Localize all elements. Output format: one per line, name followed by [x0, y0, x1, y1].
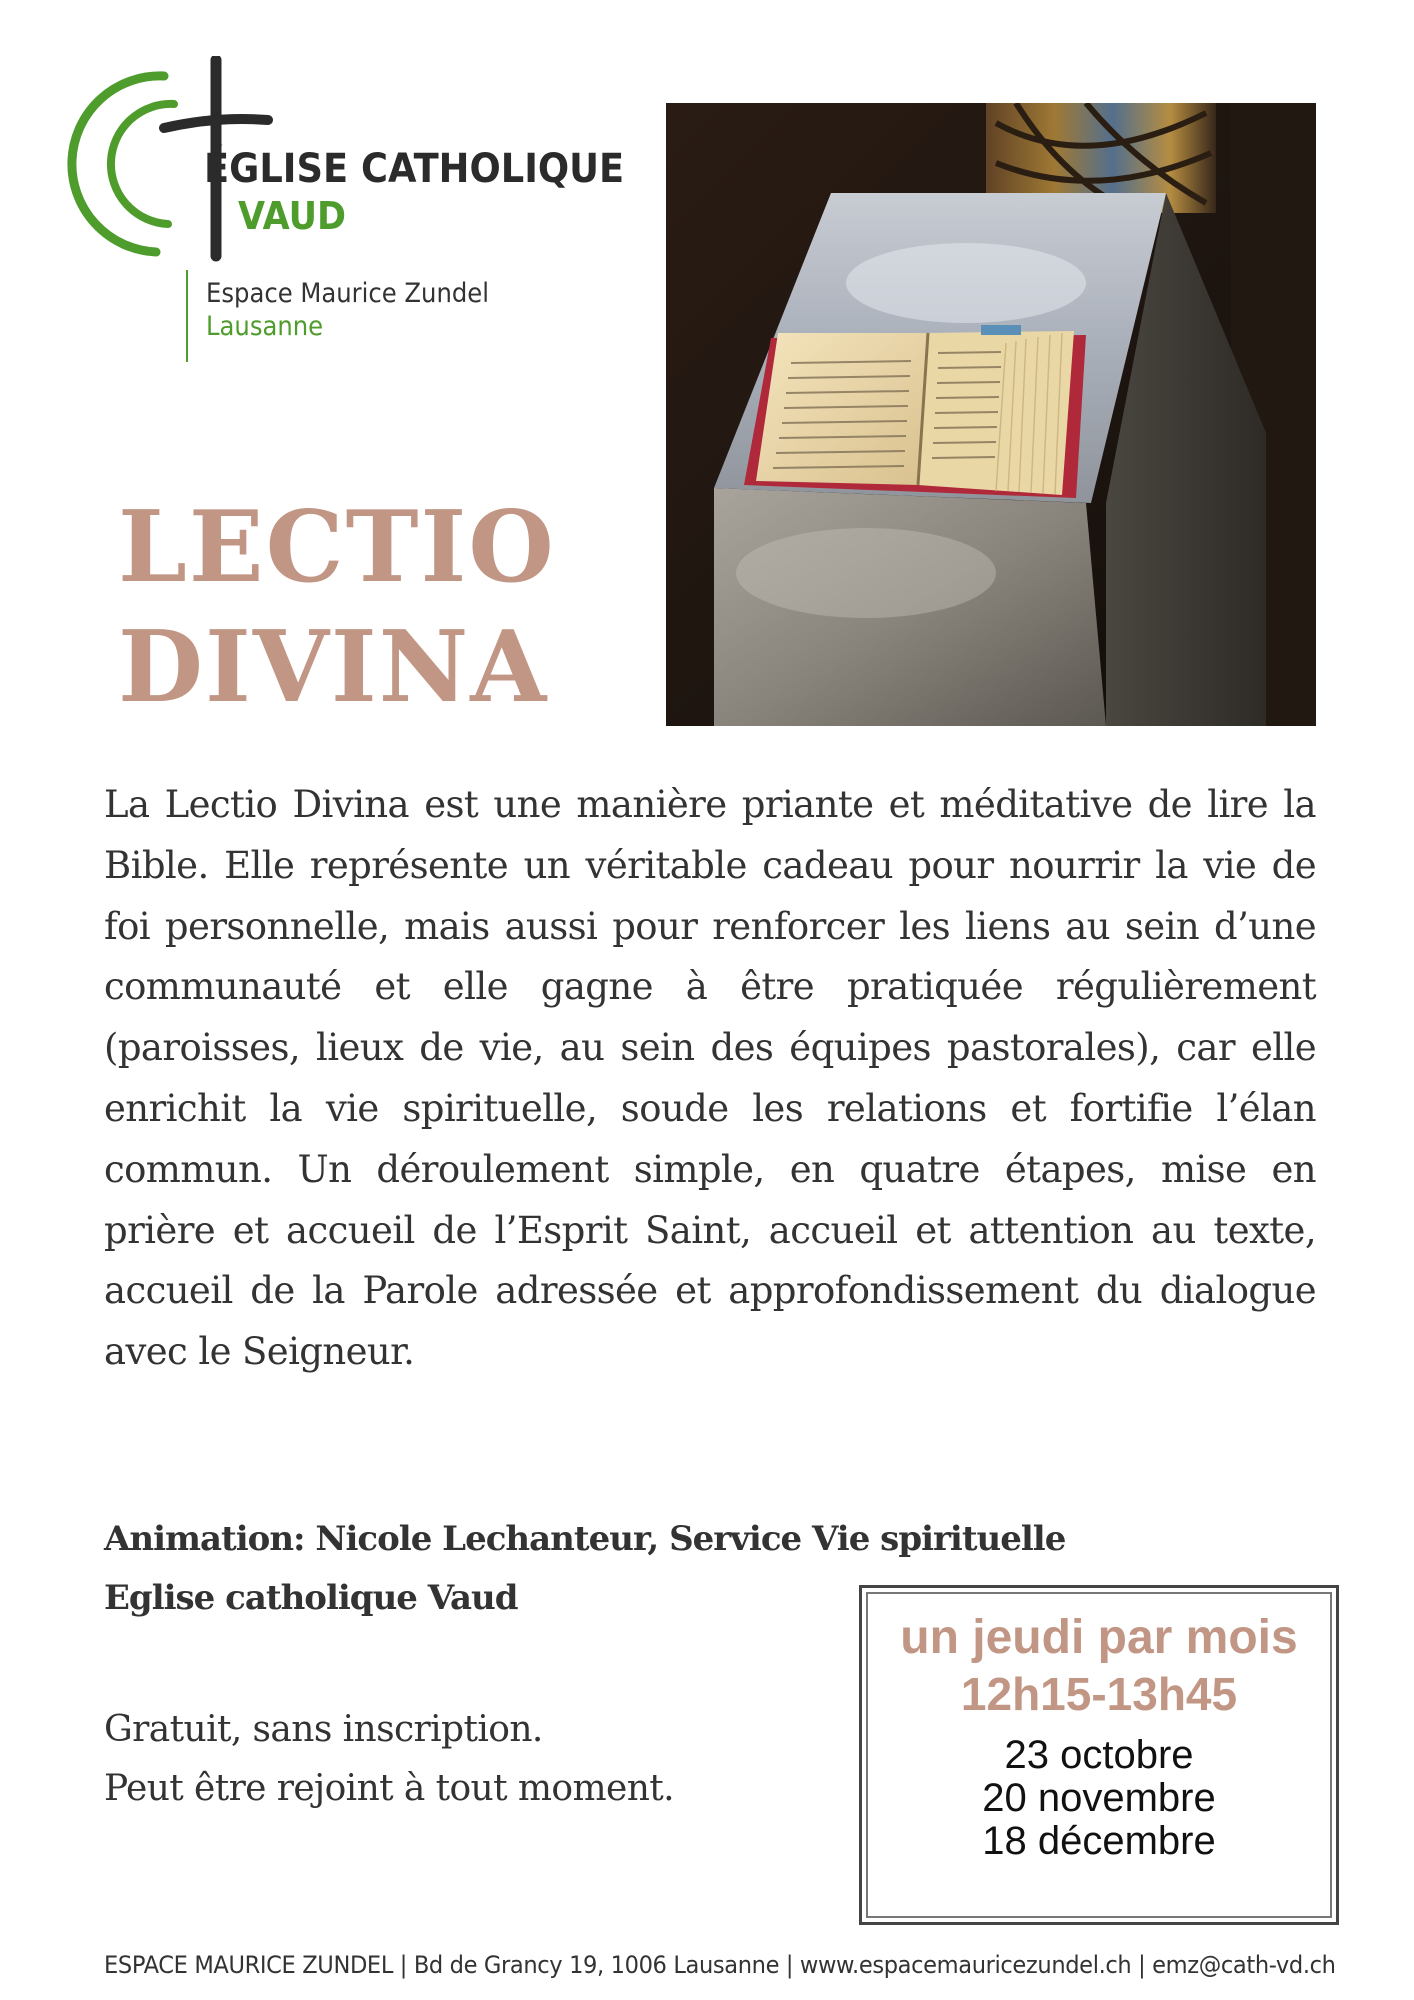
- schedule-date: 23 octobre: [1004, 1733, 1194, 1777]
- brand-name: ÉGLISE CATHOLIQUE: [204, 146, 625, 192]
- info-line-2: Peut être rejoint à tout moment.: [104, 1768, 674, 1809]
- schedule-time: 12h15-13h45: [960, 1668, 1238, 1720]
- brand-logo: [56, 56, 625, 266]
- brand-region: VAUD: [238, 194, 347, 238]
- open-bible-on-lectern-photo: [666, 103, 1316, 726]
- schedule-dates: [862, 1734, 1336, 1863]
- title-line-1: LECTIO: [118, 490, 556, 605]
- schedule-date: 18 décembre: [982, 1819, 1216, 1863]
- schedule-frequency: un jeudi par mois: [900, 1611, 1298, 1664]
- description-paragraph: La Lectio Divina est une manière priante et méditative de lire la Bible. Elle représente un véritable cadeau pour nourrir la vie de foi personnelle, mais aussi pour renforcer les liens au sein d’une communauté et elle gagne à être pratiquée régulièrement (paroisses, lieux de vie, au sein des équipes pastorales), car elle enrichit la vie spirituelle, soude les relations et fortifie l’élan commun. Un déroulement simple, en quatre étapes, mise en prière et accueil de l’Esprit Saint, accueil et attention au texte, accueil de la Parole adressée et approfondissement du dialogue avec le Seigneur.: [104, 783, 1316, 1374]
- practical-info: [104, 1700, 674, 1818]
- schedule-box: [859, 1585, 1339, 1925]
- subbrand-city: Lausanne: [206, 311, 324, 342]
- title-line-2: DIVINA: [118, 610, 549, 725]
- schedule-date: 20 novembre: [982, 1776, 1216, 1820]
- subbrand: [186, 270, 520, 362]
- footer-contact: ESPACE MAURICE ZUNDEL | Bd de Grancy 19, 1006 Lausanne | www.espacemauricezundel.ch | emz@cath-vd.ch: [104, 1951, 1336, 1979]
- animation-line-1: Animation: Nicole Lechanteur, Service Vie spirituelle: [104, 1519, 1066, 1559]
- animation-line-2: Eglise catholique Vaud: [104, 1578, 518, 1618]
- subbrand-name: Espace Maurice Zundel: [206, 278, 489, 309]
- page-title: [118, 488, 556, 728]
- info-line-1: Gratuit, sans inscription.: [104, 1709, 543, 1750]
